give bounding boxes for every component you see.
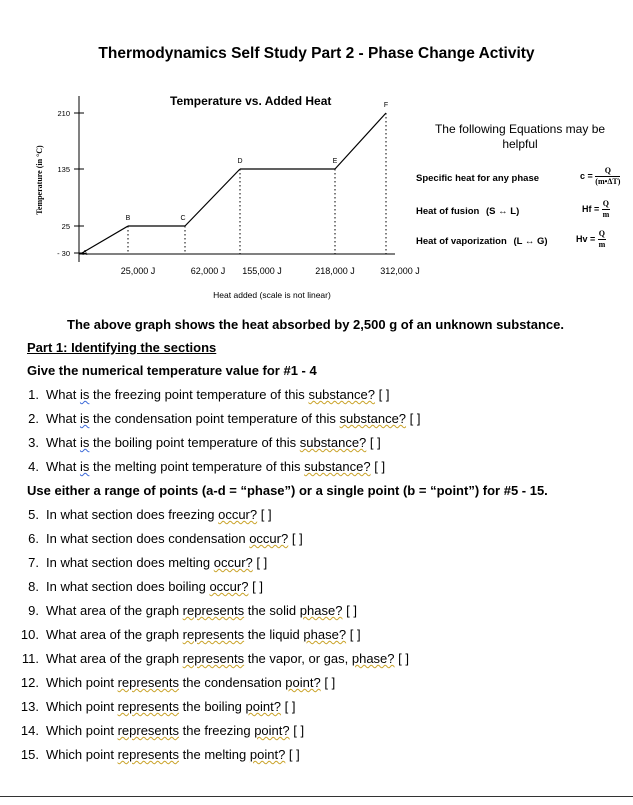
- question-number: 1.: [28, 387, 39, 402]
- point-label-f: F: [383, 102, 389, 109]
- instruction-temperature: Give the numerical temperature value for #1 - 4: [27, 363, 317, 378]
- question-number: 15.: [20, 747, 39, 762]
- question-number: 9.: [28, 603, 39, 618]
- question-text: Which point represents the boiling point? [ ]: [46, 699, 296, 714]
- point-label-d: D: [237, 158, 243, 165]
- vaporization-phases: (L ↔ G): [513, 236, 548, 247]
- point-label-e: E: [332, 158, 338, 165]
- document-title: Thermodynamics Self Study Part 2 - Phase Change Activity: [98, 45, 535, 62]
- question-number: 12.: [20, 675, 39, 690]
- question-number: 6.: [28, 531, 39, 546]
- question-text: Which point represents the condensation point? [ ]: [46, 675, 336, 690]
- x-tick-label: 25,000 J: [120, 266, 156, 276]
- y-tick-label: 135: [57, 165, 70, 174]
- series-segment: [185, 169, 240, 226]
- question-number: 8.: [28, 579, 39, 594]
- question-number: 10.: [20, 627, 39, 642]
- fusion-phases: (S ↔ L): [485, 206, 520, 217]
- question-text: In what section does boiling occur? [ ]: [46, 579, 263, 594]
- question-text: What area of the graph represents the vapor, or gas, phase? [ ]: [46, 651, 410, 666]
- vaporization-formula: [576, 229, 606, 250]
- question-text: What area of the graph represents the liquid phase? [ ]: [46, 627, 361, 642]
- question-number: 7.: [28, 555, 39, 570]
- point-label-c: C: [180, 215, 186, 222]
- point-label-a: A: [82, 250, 88, 257]
- fusion-label-text: Heat of fusion: [416, 206, 480, 217]
- specific-heat-fraction: [595, 166, 620, 187]
- question-text: What is the condensation point temperature of this substance? [ ]: [46, 411, 421, 426]
- x-tick-label: 312,000 J: [380, 266, 420, 276]
- y-tick-label: 210: [57, 109, 70, 118]
- series-segment: [332, 113, 386, 169]
- x-tick-label: 155,000 J: [242, 266, 282, 276]
- question-text: In what section does condensation occur? [ ]: [46, 531, 303, 546]
- question-number: 2.: [28, 411, 39, 426]
- specific-heat-lhs: c =: [580, 170, 593, 181]
- y-tick-label: 25: [61, 222, 70, 231]
- fraction-numerator: Q: [602, 199, 610, 208]
- fusion-label: [416, 206, 519, 217]
- fraction-denominator: (m•ΔT): [595, 177, 621, 186]
- question-text: Which point represents the freezing point? [ ]: [46, 723, 305, 738]
- question-text: What is the freezing point temperature of this substance? [ ]: [46, 387, 390, 402]
- part1-heading: Part 1: Identifying the sections: [27, 340, 217, 355]
- question-number: 5.: [28, 507, 39, 522]
- question-number: 13.: [20, 699, 39, 714]
- specific-heat-label: Specific heat for any phase: [416, 173, 540, 184]
- chart-title: Temperature vs. Added Heat: [170, 94, 332, 108]
- fraction-denominator: m: [598, 240, 606, 249]
- vaporization-fraction: [598, 229, 606, 250]
- y-axis-label: Temperature (in °C): [35, 145, 44, 215]
- fraction-denominator: m: [602, 210, 610, 219]
- fraction-numerator: Q: [595, 166, 620, 177]
- x-tick-label: 62,000 J: [190, 266, 226, 276]
- instruction-points: Use either a range of points (a-d = “phase”) or a single point (b = “point”) for #5 - 15.: [27, 483, 548, 498]
- question-text: In what section does freezing occur? [ ]: [46, 507, 272, 522]
- question-number: 3.: [28, 435, 39, 450]
- fusion-fraction: [602, 199, 610, 220]
- question-text: What is the melting point temperature of this substance? [ ]: [46, 459, 386, 474]
- vaporization-lhs: Hv =: [576, 233, 596, 244]
- question-text: In what section does melting occur? [ ]: [46, 555, 268, 570]
- point-label-b: B: [125, 215, 131, 222]
- fusion-lhs: Hf =: [582, 203, 600, 214]
- specific-heat-formula: [580, 166, 620, 187]
- vaporization-label: [416, 236, 548, 247]
- phase-change-chart: [0, 0, 633, 310]
- question-text: Which point represents the melting point? [ ]: [46, 747, 300, 762]
- question-text: What area of the graph represents the solid phase? [ ]: [46, 603, 357, 618]
- fusion-formula: [582, 199, 610, 220]
- vaporization-label-text: Heat of vaporization: [416, 236, 507, 247]
- y-tick-label: - 30: [57, 249, 70, 258]
- fraction-numerator: Q: [598, 229, 606, 238]
- question-number: 14.: [20, 723, 39, 738]
- question-number: 11.: [21, 651, 39, 666]
- question-number: 4.: [28, 459, 39, 474]
- graph-statement: The above graph shows the heat absorbed by 2,500 g of an unknown substance.: [67, 317, 564, 332]
- series-segment: [82, 226, 128, 253]
- x-tick-label: 218,000 J: [315, 266, 355, 276]
- equations-intro: The following Equations may be helpful: [434, 122, 606, 151]
- x-axis-label: Heat added (scale is not linear): [213, 290, 331, 300]
- question-text: What is the boiling point temperature of this substance? [ ]: [46, 435, 381, 450]
- bottom-rule: [0, 796, 633, 797]
